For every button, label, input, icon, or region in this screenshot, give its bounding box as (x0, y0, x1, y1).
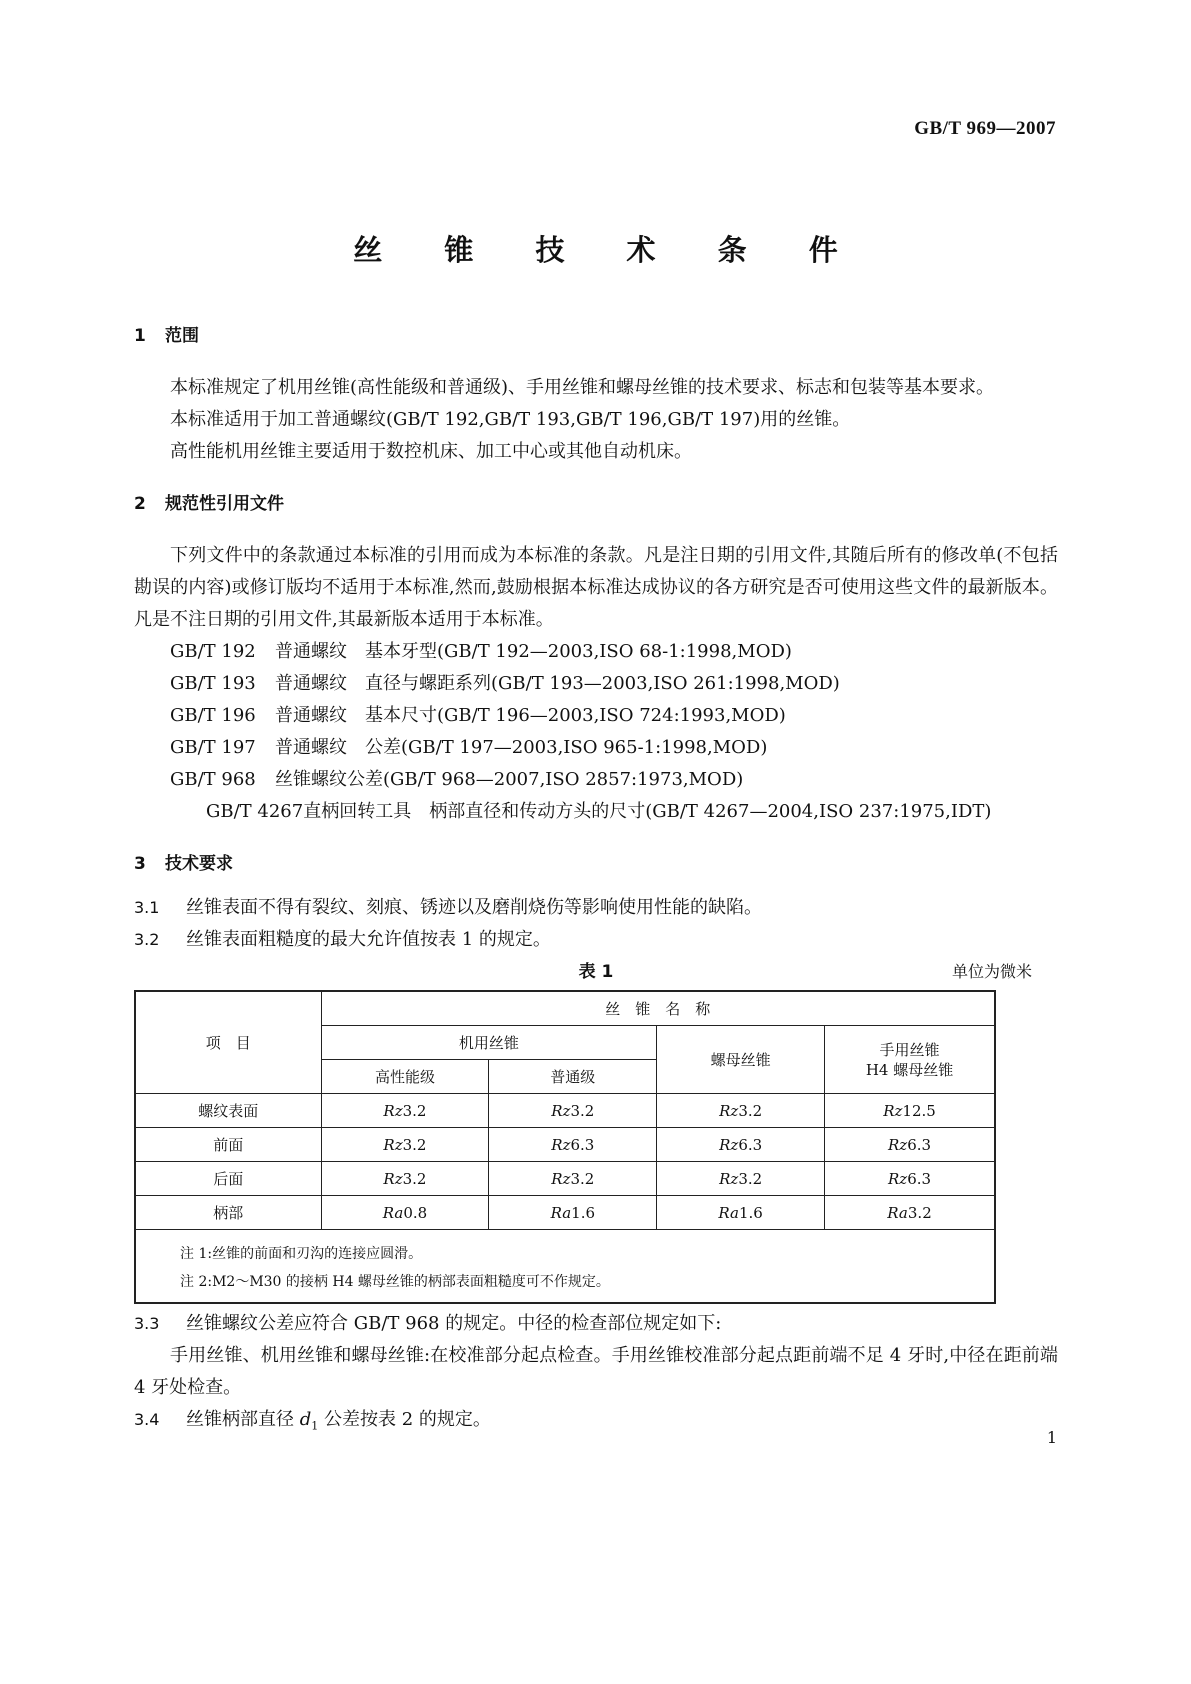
standard-number: GB/T 969—2007 (914, 118, 1056, 139)
cell-value: Ra0.8 (321, 1196, 489, 1230)
clause-text: 丝锥表面不得有裂纹、刻痕、锈迹以及磨削烧伤等影响使用性能的缺陷。 (186, 897, 762, 918)
cell-value: Rz3.2 (321, 1128, 489, 1162)
reference-code: GB/T 4267 (206, 801, 304, 822)
table-row (135, 1196, 995, 1230)
reference-code: GB/T 196 (170, 705, 256, 726)
cell-value: Rz3.2 (489, 1094, 657, 1128)
table-note: 注 1:丝锥的前面和刃沟的连接应圆滑。 (180, 1246, 423, 1262)
cell-value: Rz6.3 (489, 1128, 657, 1162)
header-tap-name: 丝 锥 名 称 (321, 991, 995, 1026)
cell-value: Rz3.2 (657, 1162, 825, 1196)
reference-text: 丝锥螺纹公差(GB/T 968—2007,ISO 2857:1973,MOD) (275, 769, 744, 790)
header-hand-tap (825, 1026, 995, 1094)
cell-value: Ra1.6 (657, 1196, 825, 1230)
clause-number: 3.4 (134, 1410, 160, 1429)
cell-value: Rz6.3 (657, 1128, 825, 1162)
clause-text: 丝锥螺纹公差应符合 GB/T 968 的规定。中径的检查部位规定如下: (186, 1313, 722, 1334)
reference-code: GB/T 193 (170, 673, 256, 694)
header-normal: 普通级 (489, 1060, 657, 1094)
clause-3-3 (134, 1308, 1058, 1340)
paragraph: 本标准适用于加工普通螺纹(GB/T 192,GB/T 193,GB/T 196,GB/T 197)用的丝锥。 (170, 409, 851, 430)
cell-value: Rz3.2 (657, 1094, 825, 1128)
clause-number: 3.1 (134, 898, 160, 917)
document-body (134, 320, 1058, 1443)
table-row (135, 1128, 995, 1162)
paragraph: 手用丝锥、机用丝锥和螺母丝锥:在校准部分起点检查。手用丝锥校准部分起点距前端不足 4 牙时,中径在距前端 4 牙处检查。 (134, 1345, 1058, 1398)
page-number: 1 (1046, 1428, 1057, 1447)
reference-item (134, 668, 1058, 700)
row-item: 前面 (135, 1128, 321, 1162)
clause-number: 3.3 (134, 1314, 160, 1333)
table-unit: 单位为微米 (951, 962, 1032, 981)
reference-code: GB/T 968 (170, 769, 256, 790)
header-nut-tap: 螺母丝锥 (657, 1026, 825, 1094)
reference-code: GB/T 197 (170, 737, 256, 758)
table-notes (135, 1230, 995, 1304)
cell-value: Rz3.2 (321, 1094, 489, 1128)
row-item: 后面 (135, 1162, 321, 1196)
cell-value: Rz12.5 (825, 1094, 995, 1128)
reference-text: 普通螺纹 基本尺寸(GB/T 196—2003,ISO 724:1993,MOD) (275, 705, 786, 726)
table-row (135, 1094, 995, 1128)
reference-code: GB/T 192 (170, 641, 256, 662)
reference-item (134, 796, 1058, 828)
reference-item (134, 636, 1058, 668)
cell-value: Rz3.2 (489, 1162, 657, 1196)
header-hand-tap-line2: H4 螺母丝锥 (865, 1060, 954, 1079)
clause-text: 丝锥表面粗糙度的最大允许值按表 1 的规定。 (186, 929, 551, 950)
section-number: 2 (134, 494, 146, 514)
clause-text-pre: 丝锥柄部直径 (186, 1409, 300, 1430)
header-hand-tap-line1: 手用丝锥 (879, 1040, 940, 1059)
section-heading-technical-requirements (134, 848, 1058, 880)
roughness-table (134, 990, 996, 1304)
paragraph: 高性能机用丝锥主要适用于数控机床、加工中心或其他自动机床。 (170, 441, 692, 462)
reference-item (134, 700, 1058, 732)
section-number: 3 (134, 854, 146, 874)
reference-text: 普通螺纹 公差(GB/T 197—2003,ISO 965-1:1998,MOD) (275, 737, 768, 758)
cell-value: Rz6.3 (825, 1128, 995, 1162)
reference-text: 普通螺纹 基本牙型(GB/T 192—2003,ISO 68-1:1998,MOD) (275, 641, 792, 662)
clause-3-1 (134, 892, 1058, 924)
table-note: 注 2:M2～M30 的接柄 H4 螺母丝锥的柄部表面粗糙度可不作规定。 (180, 1274, 610, 1290)
cell-value: Ra1.6 (489, 1196, 657, 1230)
section-title: 规范性引用文件 (165, 494, 284, 514)
variable-d: d (299, 1409, 312, 1430)
clause-3-2 (134, 924, 1058, 956)
variable-subscript: 1 (311, 1419, 319, 1433)
document-title: 丝 锥 技 术 条 件 (353, 233, 864, 267)
section-heading-references (134, 488, 1058, 520)
cell-value: Ra3.2 (825, 1196, 995, 1230)
reference-text: 普通螺纹 直径与螺距系列(GB/T 193—2003,ISO 261:1998,MOD) (275, 673, 840, 694)
header-high-performance: 高性能级 (321, 1060, 489, 1094)
section-heading-scope (134, 320, 1058, 352)
header-item: 项 目 (135, 991, 321, 1094)
section-title: 范围 (165, 326, 199, 346)
clause-number: 3.2 (134, 930, 160, 949)
clause-3-4 (134, 1404, 1058, 1443)
section-title: 技术要求 (165, 854, 233, 874)
header-machine-tap: 机用丝锥 (321, 1026, 657, 1060)
reference-item (134, 732, 1058, 764)
cell-value: Rz3.2 (321, 1162, 489, 1196)
row-item: 柄部 (135, 1196, 321, 1230)
row-item: 螺纹表面 (135, 1094, 321, 1128)
table-title: 表 1 (578, 962, 614, 982)
table-header-line (134, 956, 1058, 990)
section-number: 1 (134, 326, 146, 346)
reference-item (134, 764, 1058, 796)
clause-text-post: 公差按表 2 的规定。 (318, 1409, 491, 1430)
table-row (135, 1162, 995, 1196)
paragraph: 本标准规定了机用丝锥(高性能级和普通级)、手用丝锥和螺母丝锥的技术要求、标志和包装等基本要求。 (170, 377, 995, 398)
reference-text: 直柄回转工具 柄部直径和传动方头的尺寸(GB/T 4267—2004,ISO 237:1975,IDT) (303, 801, 992, 822)
paragraph: 下列文件中的条款通过本标准的引用而成为本标准的条款。凡是注日期的引用文件,其随后所有的修改单(不包括勘误的内容)或修订版均不适用于本标准,然而,鼓励根据本标准达成协议的各方研究是否可使用这些文件的最新版本。凡是不注日期的引用文件,其最新版本适用于本标准。 (134, 545, 1058, 630)
cell-value: Rz6.3 (825, 1162, 995, 1196)
